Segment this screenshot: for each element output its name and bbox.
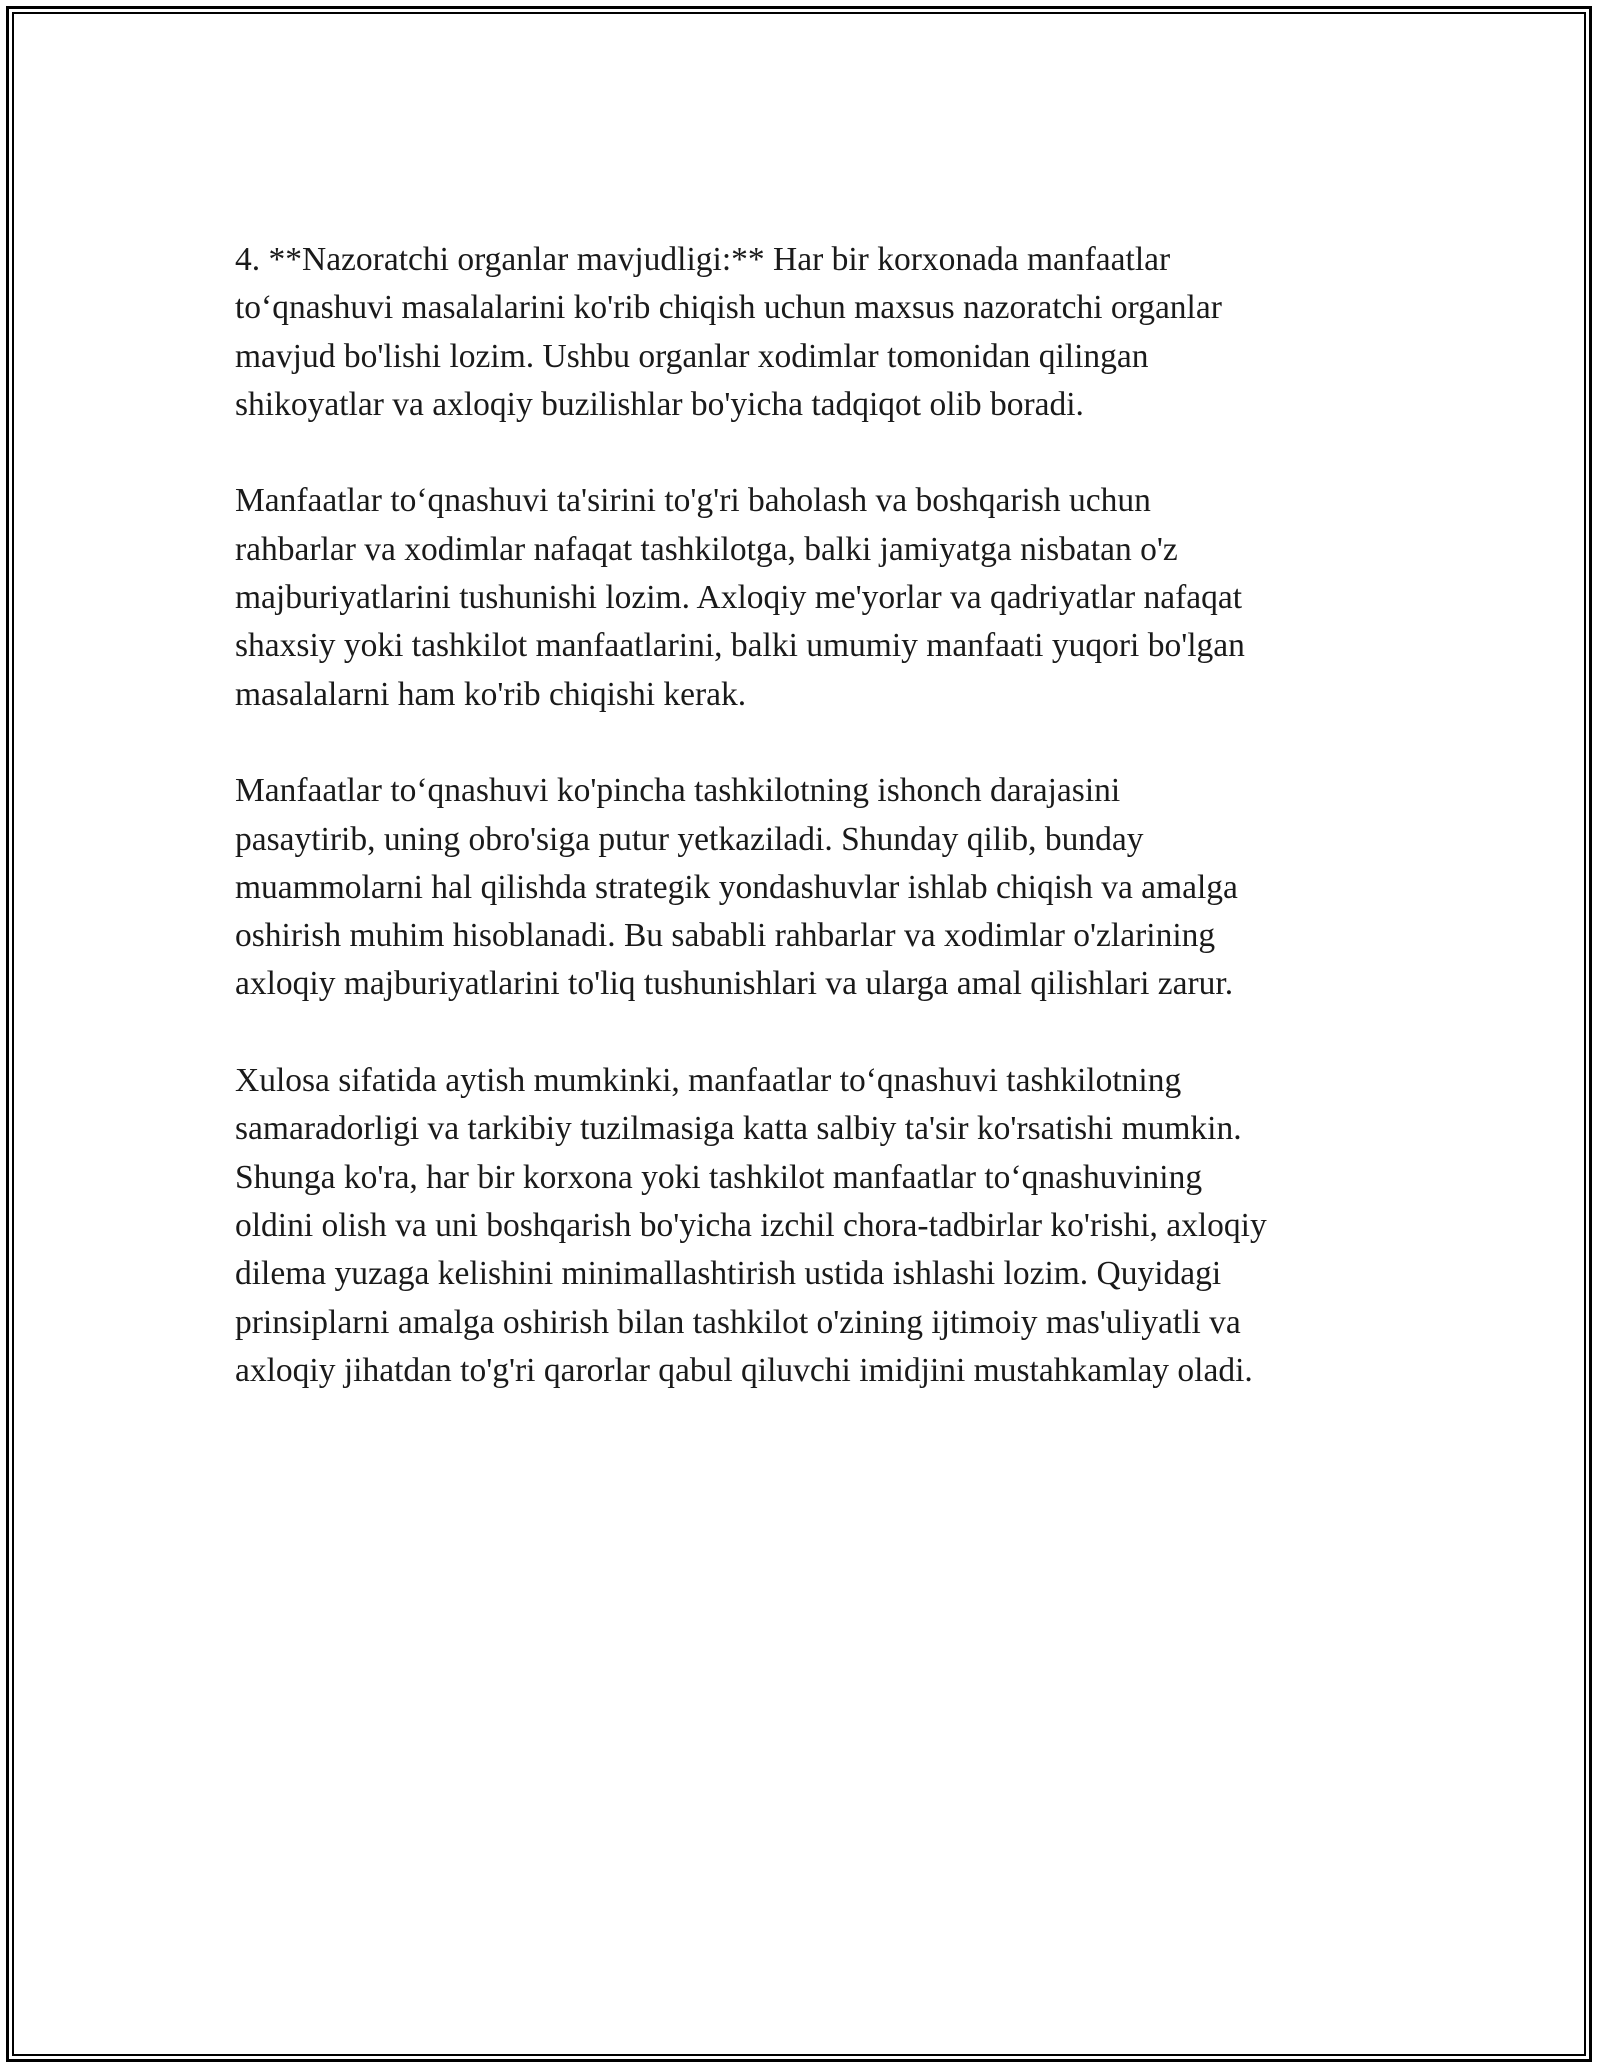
text-line: 4. **Nazoratchi organlar mavjudligi:** Har bir korxonada manfaatlar [235,241,1171,278]
text-line: axloqiy majburiyatlarini to'liq tushunishlari va ularga amal qilishlari zarur. [235,965,1234,1003]
text-line: rahbarlar va xodimlar nafaqat tashkilotga, balki jamiyatga nisbatan o'z [235,530,1178,568]
paragraph-tasir-baholash [235,477,1375,718]
text-line: Xulosa sifatida aytish mumkinki, manfaatlar to‘qnashuvi tashkilotning [235,1062,1182,1100]
text-line: mavjud bo'lishi lozim. Ushbu organlar xodimlar tomonidan qilingan [235,337,1149,375]
paragraph-ishonch-darajasi [235,767,1375,1008]
text-line: Manfaatlar to‘qnashuvi ko'pincha tashkilotning ishonch darajasini [235,772,1121,810]
text-line: Manfaatlar to‘qnashuvi ta'sirini to'g'ri baholash va boshqarish uchun [235,482,1151,520]
text-line: dilema yuzaga kelishini minimallashtirish ustida ishlashi lozim. Quyidagi [235,1255,1222,1293]
text-line: shikoyatlar va axloqiy buzilishlar bo'yicha tadqiqot olib boradi. [235,385,1084,423]
text-line: pasaytirib, uning obro'siga putur yetkaziladi. Shunday qilib, bunday [235,820,1144,858]
text-line: prinsiplarni amalga oshirish bilan tashkilot o'zining ijtimoiy mas'uliyatli va [235,1303,1241,1341]
text-line: samaradorligi va tarkibiy tuzilmasiga katta salbiy ta'sir ko'rsatishi mumkin. [235,1110,1242,1148]
text-line: Shunga ko'ra, har bir korxona yoki tashkilot manfaatlar to‘qnashuvining [235,1158,1203,1196]
text-line: oshirish muhim hisoblanadi. Bu sababli rahbarlar va xodimlar o'zlarining [235,917,1216,955]
text-line: muammolarni hal qilishda strategik yondashuvlar ishlab chiqish va amalga [235,868,1238,906]
text-line: oldini olish va uni boshqarish bo'yicha izchil chora-tadbirlar ko'rishi, axloqiy [235,1206,1267,1244]
text-line: majburiyatlarini tushunishi lozim. Axloqiy me'yorlar va qadriyatlar nafaqat [235,579,1243,617]
paragraph-xulosa [235,1057,1375,1395]
paragraph-nazoratchi-organlar [235,236,1375,429]
text-line: to‘qnashuvi masalalarini ko'rib chiqish uchun maxsus nazoratchi organlar [235,289,1222,327]
text-line: masalalarni ham ko'rib chiqishi kerak. [235,675,747,713]
text-line: shaxsiy yoki tashkilot manfaatlarini, balki umumiy manfaati yuqori bo'lgan [235,627,1245,665]
document-body [235,236,1375,1443]
text-line: axloqiy jihatdan to'g'ri qarorlar qabul qiluvchi imidjini mustahkamlay oladi. [235,1351,1253,1389]
